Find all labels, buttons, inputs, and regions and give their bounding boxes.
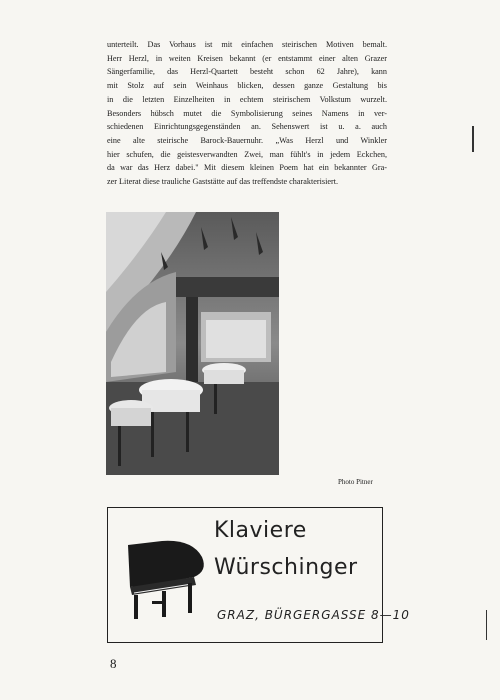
photo-credit: Photo Pitner [338, 478, 373, 486]
ad-address: GRAZ, BÜRGERGASSE 8—10 [217, 608, 410, 622]
scan-edge-mark [486, 610, 487, 640]
text-line: hier schufen, die geistesverwandten Zwei, man fühlt's in jedem Eckchen, [107, 149, 387, 159]
page-number: 8 [110, 656, 117, 671]
article-text [107, 38, 387, 189]
text-line: Sängerfamilie, das Herzl-Quartett besteht schon 62 Jahre), kann [107, 67, 387, 77]
text-line: mit Stolz auf sein Weinhaus blicken, dessen ganze Gestaltung bis [107, 81, 387, 91]
ad-title-line1: Klaviere [214, 518, 307, 543]
text-line: zer Literat diese trauliche Gaststätte auf das treffendste charakterisiert. [107, 177, 339, 187]
text-line: schiedenen Einrichtungsgegenständen an. Sehenswert ist u. a. auch [107, 122, 387, 132]
restaurant-interior-photo [106, 212, 279, 475]
text-line: in die letzten Einzelheiten in echtem steirischem Volkstum wurzelt. [107, 94, 387, 104]
scan-edge-mark [472, 126, 474, 152]
ad-title-line2: Würschinger [214, 555, 358, 580]
text-line: da war das Herz dabei." Mit diesem kleinen Poem hat ein bekannter Gra- [107, 163, 387, 173]
grand-piano-icon [122, 535, 212, 625]
text-line: Herr Herzl, in weiten Kreisen bekannt (er entstammt einer alten Grazer [107, 53, 387, 63]
text-line: Besonders hübsch mutet die Symbolisierung seines Namens in ver- [107, 108, 387, 118]
text-line: eine alte steirische Barock-Bauernuhr. „Was Herzl und Winkler [107, 135, 387, 145]
text-line: unterteilt. Das Vorhaus ist mit einfachen steirischen Motiven bemalt. [107, 40, 387, 49]
